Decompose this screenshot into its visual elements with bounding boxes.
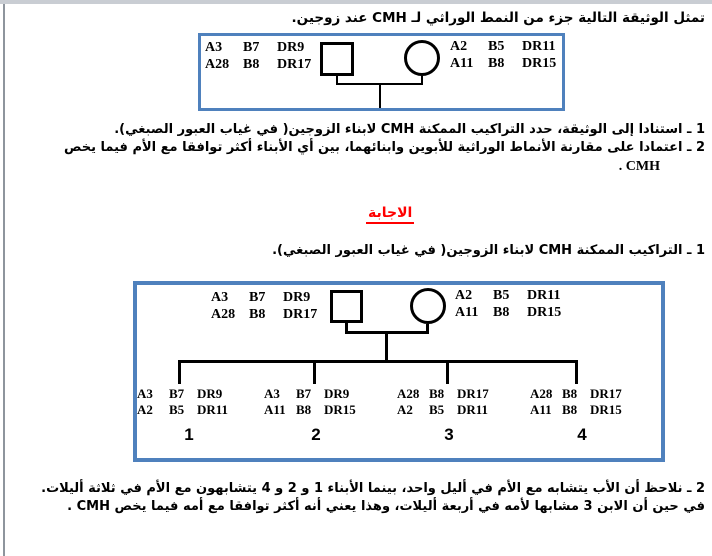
allele-cell: B8 [296, 402, 312, 417]
child-genotype [530, 386, 634, 418]
answer-heading [366, 205, 414, 224]
allele-cell: B8 [249, 307, 266, 322]
child-genotype [137, 386, 241, 418]
allele-cell: B5 [169, 402, 185, 417]
child-number: 1 [184, 425, 194, 444]
allele-cell: A2 [397, 402, 413, 417]
sibling-line [178, 360, 578, 363]
question-2: 2 ـ اعتمادا على مقارنة الأنماط الوراثية للأبوين وابنائهما، بين أي الأبناء أكثر توافقا مع الأم فيما يخص [63, 140, 705, 155]
child-number: 3 [444, 425, 454, 444]
allele-cell: DR11 [527, 288, 561, 303]
allele-cell: B8 [488, 56, 505, 71]
child-number: 2 [311, 425, 321, 444]
conclusion-line-1: 2 ـ نلاحظ أن الأب يتشابه مع الأم في أليل واحد، بينما الأبناء 1 و 2 و 4 يتشابهون مع الأم في ثلاثة أليلات. [41, 481, 705, 496]
child-number: 4 [577, 425, 587, 444]
father-genotype [205, 40, 327, 74]
allele-cell: DR15 [522, 56, 557, 71]
child-block-3 [397, 386, 501, 445]
offspring-stem-line [385, 331, 388, 362]
answer-heading-label: الاجابة [366, 205, 414, 224]
question-2-continuation: . CMH [618, 159, 660, 174]
mother-genotype [450, 39, 572, 73]
conclusion-line-2: في حين أن الابن 3 مشابها لأمه في أربعة أليلات، وهذا يعني أنه أكثر توافقا مع أمه فيما يخص CMH . [67, 499, 705, 514]
child-block-1 [137, 386, 241, 445]
allele-cell: B8 [243, 57, 260, 72]
allele-cell: A11 [455, 305, 479, 320]
question-1: 1 ـ استنادا إلى الوثيقة، حدد التراكيب الممكنة CMH لابناء الزوجين( في غياب العبور الصبغي). [114, 122, 705, 137]
allele-cell: B8 [562, 386, 578, 401]
allele-cell: DR11 [522, 39, 556, 54]
allele-cell: A28 [205, 57, 230, 72]
allele-cell: A11 [450, 56, 474, 71]
pedigree-box-document [198, 33, 565, 111]
child-drop-line-1 [178, 360, 181, 384]
allele-cell: A2 [137, 402, 153, 417]
child-block-2 [264, 386, 368, 445]
allele-cell: A11 [264, 402, 286, 417]
allele-cell: DR9 [277, 40, 305, 55]
allele-cell: A28 [211, 307, 236, 322]
allele-cell: A28 [530, 386, 553, 401]
allele-cell: DR9 [197, 386, 223, 401]
father-symbol [320, 42, 354, 76]
child-block-4 [530, 386, 634, 445]
allele-cell: DR17 [277, 57, 312, 72]
allele-cell: DR17 [457, 386, 489, 401]
allele-cell: B7 [169, 386, 185, 401]
child-drop-line-2 [313, 360, 316, 384]
child-drop-line-3 [446, 360, 449, 384]
child-drop-line-4 [575, 360, 578, 384]
child-genotype [397, 386, 501, 418]
allele-cell: A2 [450, 39, 468, 54]
document-title: تمثل الوثيقة التالية جزء من النمط الوراثي لـ CMH عند زوجين. [291, 10, 705, 26]
child-genotype [264, 386, 368, 418]
allele-cell: A3 [211, 290, 229, 305]
window-left-edge [3, 4, 5, 556]
allele-cell: B7 [296, 386, 312, 401]
allele-cell: DR15 [527, 305, 562, 320]
allele-cell: B5 [429, 402, 445, 417]
allele-cell: A3 [137, 386, 153, 401]
father-genotype [211, 290, 333, 324]
allele-cell: A2 [455, 288, 473, 303]
allele-cell: A11 [530, 402, 552, 417]
pedigree-box-answer [133, 281, 665, 462]
allele-cell: B7 [243, 40, 260, 55]
allele-cell: B7 [249, 290, 266, 305]
allele-cell: B8 [429, 386, 445, 401]
allele-cell: B8 [493, 305, 510, 320]
allele-cell: DR9 [283, 290, 311, 305]
allele-cell: A3 [205, 40, 223, 55]
allele-cell: DR15 [590, 402, 622, 417]
allele-cell: B5 [493, 288, 510, 303]
allele-cell: B8 [562, 402, 578, 417]
allele-cell: B5 [488, 39, 505, 54]
window-top-edge [0, 0, 712, 4]
allele-cell: DR15 [324, 402, 356, 417]
allele-cell: DR17 [283, 307, 318, 322]
allele-cell: DR11 [197, 402, 229, 417]
offspring-stem-line [379, 83, 381, 108]
allele-cell: A28 [397, 386, 420, 401]
father-symbol [330, 290, 363, 323]
answer-1-label: 1 ـ التراكيب الممكنة CMH لابناء الزوجين( في غياب العبور الصبغي). [272, 243, 705, 258]
allele-cell: A3 [264, 386, 280, 401]
allele-cell: DR11 [457, 402, 489, 417]
allele-cell: DR17 [590, 386, 622, 401]
mother-symbol [410, 288, 446, 324]
mother-symbol [404, 40, 440, 76]
allele-cell: DR9 [324, 386, 350, 401]
mother-genotype [455, 288, 577, 322]
